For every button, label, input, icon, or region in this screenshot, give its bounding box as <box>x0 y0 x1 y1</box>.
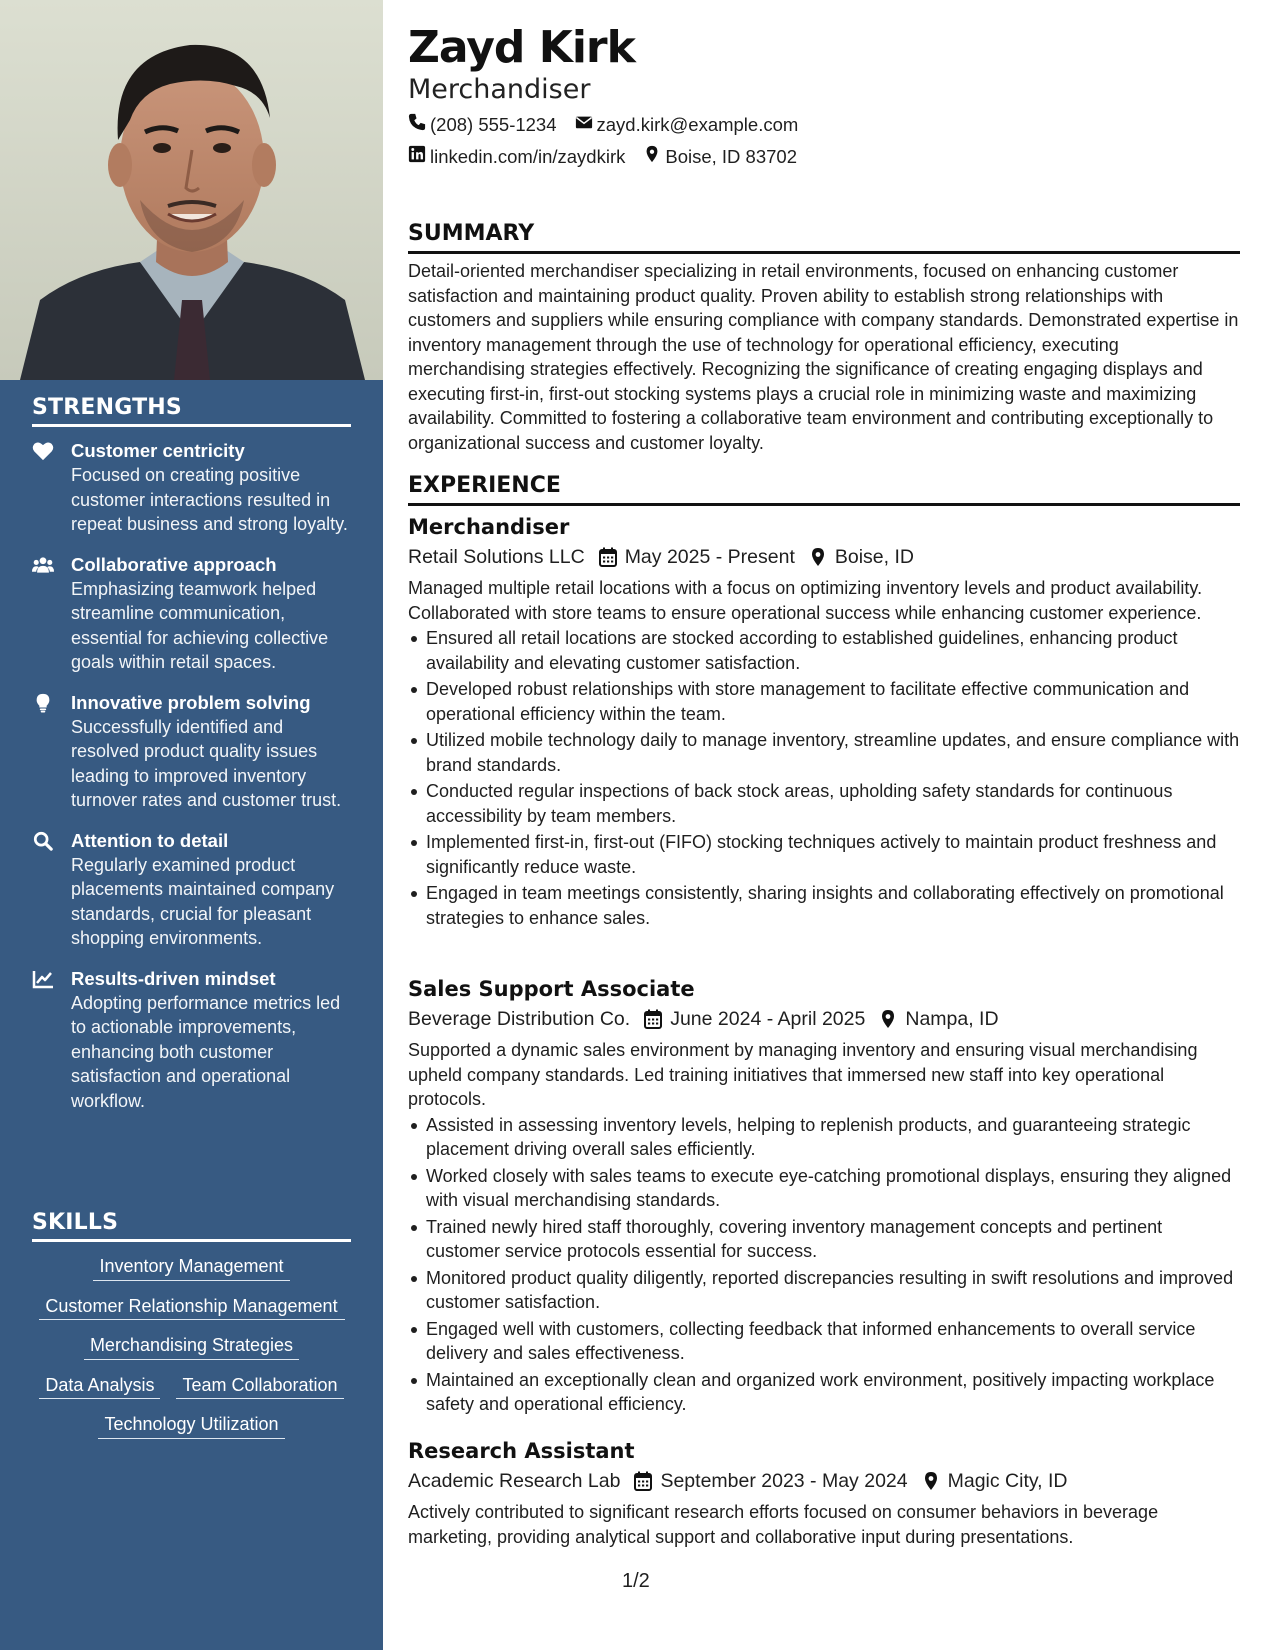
skills-section <box>32 1210 351 1452</box>
job-dates: September 2023 - May 2024 <box>660 1470 908 1492</box>
linkedin-icon <box>408 145 430 168</box>
page-number: 1/2 <box>622 1570 650 1592</box>
strength-desc: Focused on creating positive customer interactions resulted in repeat business and strong loyalty. <box>71 465 348 534</box>
strength-item <box>32 967 351 1114</box>
strength-item <box>32 439 351 537</box>
bullet-item: Conducted regular inspections of back stock areas, upholding safety standards for continuous accessibility by team members. <box>408 779 1240 828</box>
strength-desc: Adopting performance metrics led to actionable improvements, enhancing both customer satisfaction and operational workflow. <box>71 992 341 1111</box>
strength-item <box>32 829 351 951</box>
calendar-icon <box>634 1471 652 1491</box>
job-title: Research Assistant <box>408 1439 635 1463</box>
map-pin-icon <box>809 547 827 567</box>
candidate-role: Merchandiser <box>408 74 591 105</box>
skills-title: SKILLS <box>32 1210 351 1242</box>
skill-tag: Team Collaboration <box>176 1373 343 1400</box>
job-description: Actively contributed to significant research efforts focused on consumer behaviors in beverage marketing, providing analytical support and collaborative input during presentations. <box>408 1502 1159 1547</box>
job-description: Managed multiple retail locations with a focus on optimizing inventory levels and product availability. Collaborated with store teams to ensure operational success while enhancing customer experience. <box>408 578 1203 623</box>
phone-contact <box>408 113 557 136</box>
skills-list <box>32 1254 351 1452</box>
email-text: zayd.kirk@example.com <box>596 113 799 135</box>
map-pin-icon <box>879 1009 897 1029</box>
skill-tag: Technology Utilization <box>98 1412 284 1439</box>
bullet-item: Implemented first-in, first-out (FIFO) stocking techniques actively to maintain product freshness and significantly reduce waste. <box>408 830 1240 879</box>
skill-tag: Inventory Management <box>93 1254 289 1281</box>
job-bullets <box>408 1113 1240 1417</box>
phone-icon <box>408 113 430 136</box>
strength-title: Innovative problem solving <box>71 691 311 713</box>
skill-tag: Data Analysis <box>39 1373 160 1400</box>
bullet-item: Assisted in assessing inventory levels, helping to replenish products, and guaranteeing strategic placement driving overall sales efficiently. <box>408 1113 1240 1162</box>
contact-row-2 <box>408 145 815 168</box>
chart-line-icon <box>32 969 54 989</box>
bullet-item: Developed robust relationships with store management to facilitate effective communication and operational efficiency within the team. <box>408 677 1240 726</box>
bullet-item: Worked closely with sales teams to execute eye-catching promotional displays, ensuring they aligned with visual merchandising standards. <box>408 1164 1240 1213</box>
job-bullets <box>408 626 1240 930</box>
contact-row-1 <box>408 113 816 136</box>
strength-title: Collaborative approach <box>71 553 277 575</box>
job-meta <box>408 1466 1240 1496</box>
bullet-item: Engaged in team meetings consistently, sharing insights and collaborating effectively on promotional strategies to enhance sales. <box>408 881 1240 930</box>
job-entry <box>408 1436 1240 1549</box>
linkedin-text: linkedin.com/in/zaydkirk <box>430 145 626 167</box>
bullet-item: Maintained an exceptionally clean and organized work environment, positively impacting workplace safety and operational efficiency. <box>408 1368 1240 1417</box>
calendar-icon <box>644 1009 662 1029</box>
users-icon <box>32 555 54 575</box>
summary-title: SUMMARY <box>408 221 1240 254</box>
profile-photo <box>0 0 383 380</box>
email-contact[interactable] <box>575 113 799 136</box>
job-entry <box>408 974 1240 1419</box>
skill-tag: Merchandising Strategies <box>84 1333 299 1360</box>
job-entry <box>408 512 1240 932</box>
strengths-title: STRENGTHS <box>32 395 351 427</box>
job-location: Nampa, ID <box>905 1008 999 1030</box>
map-pin-icon <box>922 1471 940 1491</box>
summary-text: Detail-oriented merchandiser specializing in retail environments, focused on enhancing customer satisfaction and maintaining product quality. Proven ability to establish strong relationships with customers and suppliers while ensuring compliance with company standards. Demonstrated expertise in inventory management through the use of technology for operational efficiency, executing merchandising strategies effectively. Recognizing the significance of creating engaging displays and executing first-in, first-out stocking systems plays a crucial role in minimizing waste and maximizing availability. Committed to fostering a collaborative team environment and contributing exceptionally to organizational success and customer loyalty. <box>408 261 1239 453</box>
strengths-section <box>32 395 351 1113</box>
job-dates: May 2025 - Present <box>624 546 795 568</box>
job-meta <box>408 542 1240 572</box>
location-contact <box>643 145 797 168</box>
linkedin-contact[interactable] <box>408 145 625 168</box>
strength-title: Attention to detail <box>71 829 229 851</box>
bullet-item: Trained newly hired staff thoroughly, covering inventory management concepts and pertinent customer service protocols essential for success. <box>408 1215 1240 1264</box>
bullet-item: Monitored product quality diligently, reported discrepancies resulting in swift resolutions and improved customer satisfaction. <box>408 1266 1240 1315</box>
envelope-icon <box>575 113 597 136</box>
strength-desc: Successfully identified and resolved product quality issues leading to improved inventory turnover rates and customer trust. <box>71 716 342 810</box>
company-name: Beverage Distribution Co. <box>408 1008 631 1030</box>
strength-desc: Regularly examined product placements maintained company standards, crucial for pleasant shopping environments. <box>71 854 335 948</box>
search-icon <box>32 831 54 851</box>
experience-title: EXPERIENCE <box>408 473 1240 506</box>
phone-text: (208) 555-1234 <box>430 113 557 135</box>
strength-item <box>32 553 351 675</box>
job-location: Magic City, ID <box>947 1470 1068 1492</box>
lightbulb-icon <box>32 693 54 713</box>
job-location: Boise, ID <box>834 546 914 568</box>
strength-desc: Emphasizing teamwork helped streamline communication, essential for achieving collective goals within retail spaces. <box>71 578 329 672</box>
skill-tag: Customer Relationship Management <box>39 1294 345 1321</box>
heart-icon <box>32 441 54 461</box>
bullet-item: Ensured all retail locations are stocked according to established guidelines, enhancing product availability and elevating customer satisfaction. <box>408 626 1240 675</box>
company-name: Retail Solutions LLC <box>408 546 585 568</box>
company-name: Academic Research Lab <box>408 1470 621 1492</box>
strength-title: Results-driven mindset <box>71 967 276 989</box>
calendar-icon <box>599 547 617 567</box>
bullet-item: Utilized mobile technology daily to manage inventory, streamline updates, and ensure compliance with brand standards. <box>408 728 1240 777</box>
bullet-item: Engaged well with customers, collecting feedback that informed enhancements to overall service delivery and sales effectiveness. <box>408 1317 1240 1366</box>
job-meta <box>408 1004 1240 1034</box>
job-description: Supported a dynamic sales environment by managing inventory and ensuring visual merchandising upheld company standards. Led training initiatives that immersed new staff into key operational protocols. <box>408 1040 1198 1109</box>
strength-item <box>32 691 351 813</box>
job-dates: June 2024 - April 2025 <box>670 1008 866 1030</box>
job-title: Merchandiser <box>408 515 570 539</box>
job-title: Sales Support Associate <box>408 977 695 1001</box>
strength-title: Customer centricity <box>71 440 245 461</box>
candidate-name: Zayd Kirk <box>408 22 635 73</box>
sidebar <box>0 0 383 1650</box>
location-text: Boise, ID 83702 <box>665 145 798 167</box>
map-pin-icon <box>643 145 665 168</box>
